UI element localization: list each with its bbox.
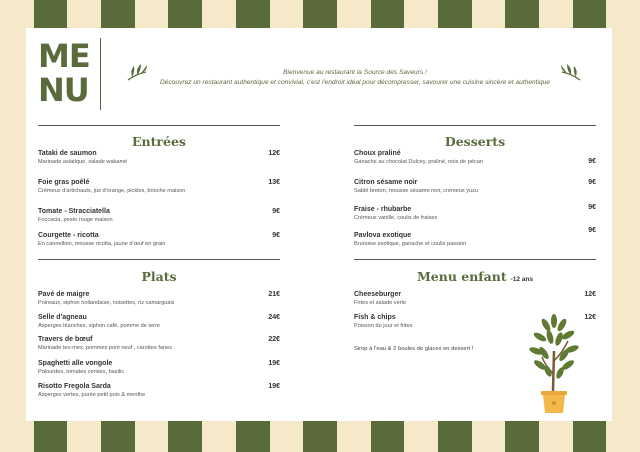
item-name: Pavlova exotique xyxy=(354,232,412,239)
item-name: Foie gras poêlé xyxy=(38,179,90,186)
item-name: Fish & chips xyxy=(354,314,396,321)
enfant-age: -12 ans xyxy=(510,276,534,283)
item-name: Cheeseburger xyxy=(354,291,402,298)
menu-item xyxy=(38,150,280,165)
item-name: Choux praliné xyxy=(354,150,401,157)
item-price: 22€ xyxy=(268,336,280,343)
item-price: 9€ xyxy=(588,227,596,234)
desserts-rule xyxy=(354,125,596,126)
item-name: Pavé de maigre xyxy=(38,291,90,298)
item-desc: Marinade tex-mex, pommes pont neuf , carottes fanes xyxy=(38,345,173,351)
item-desc: Ganache au chocolat Dulcey, praliné, noix de pécan xyxy=(354,159,483,165)
item-name: Courgette - ricotta xyxy=(38,232,99,239)
menu-item xyxy=(354,227,596,247)
item-price: 9€ xyxy=(272,208,280,215)
intro-text xyxy=(138,68,572,88)
desserts-title: Desserts xyxy=(444,134,506,149)
item-price: 12€ xyxy=(268,150,280,157)
item-name: Fraise - rhubarbe xyxy=(354,206,412,213)
item-price: 19€ xyxy=(268,360,280,367)
item-price: 24€ xyxy=(268,314,280,321)
item-price: 9€ xyxy=(588,158,596,165)
item-desc: En cannelloni, mousse ricotta, jaune d'œuf en grain xyxy=(38,241,166,247)
menu-item xyxy=(354,291,596,306)
item-price: 13€ xyxy=(268,179,280,186)
item-desc: Poisson du jour et frites xyxy=(354,323,413,329)
item-name: Selle d'agneau xyxy=(38,314,87,321)
menu-item xyxy=(38,179,280,194)
menu-item xyxy=(38,360,280,375)
menu-item xyxy=(354,179,596,194)
plats-rule xyxy=(38,259,280,260)
item-name: Risotto Fregola Sarda xyxy=(38,383,111,390)
item-price: 19€ xyxy=(268,383,280,390)
logo-line-1: ME xyxy=(38,37,90,75)
enfant-title xyxy=(354,269,596,284)
intro-line-1: Bienvenue au restaurant la Source des Saveurs ! xyxy=(283,69,427,76)
item-desc: Poireaux, siphon hollandaise, noisettes, riz camarguais xyxy=(38,300,175,306)
logo-line-2: NU xyxy=(38,71,89,109)
entrees-rule xyxy=(38,125,280,126)
item-desc: Foccacia, pesto rouge maison xyxy=(38,217,113,223)
item-name: Travers de bœuf xyxy=(38,336,93,343)
intro-line-2: Découvrez un restaurant authentique et convivial, c'est l'endroit idéal pour décompresser, savourer une cuisine sincère et authentique xyxy=(160,79,550,86)
item-price: 12€ xyxy=(584,291,596,298)
logo-divider xyxy=(100,38,101,110)
item-price: 9€ xyxy=(588,204,596,211)
item-price: 9€ xyxy=(272,232,280,239)
menu-item xyxy=(38,232,280,247)
menu-item xyxy=(38,383,280,398)
item-price: 12€ xyxy=(584,314,596,321)
menu-item xyxy=(38,314,280,329)
plats-title: Plats xyxy=(141,269,177,284)
item-name: Tomate - Stracciatella xyxy=(38,208,110,215)
item-price: 9€ xyxy=(588,179,596,186)
enfant-rule xyxy=(354,259,596,260)
item-name: Spaghetti alle vongole xyxy=(38,360,113,367)
menu-sheet xyxy=(26,28,612,421)
item-desc: Sablé breton, mousse sésame noir, crémeux yuzu xyxy=(354,188,479,194)
menu-item xyxy=(38,208,280,223)
enfant-note: Sirop à l'eau & 2 boules de glaces en dessert ! xyxy=(354,346,474,352)
menu-logo xyxy=(38,39,98,107)
menu-item xyxy=(354,206,596,221)
item-desc: Crémeux vanille, coulis de fraises xyxy=(354,215,438,221)
item-desc: Brunoise exotique, ganache et coulis passion xyxy=(354,241,467,247)
menu-item xyxy=(38,291,280,306)
item-desc: Crémeux d'artichauts, jus d'orange, pickles, brioche maison xyxy=(38,188,186,194)
item-desc: Asperges blanches, siphon café, pomme de terre xyxy=(38,323,160,329)
menu-item xyxy=(354,150,596,165)
item-desc: Frites et salade verte xyxy=(354,300,407,306)
item-price: 21€ xyxy=(268,291,280,298)
item-name: Tataki de saumon xyxy=(38,150,97,157)
enfant-title-text: Menu enfant xyxy=(416,269,507,284)
menu-item xyxy=(38,336,280,351)
item-desc: Palourdes, tomates cerises, basilic xyxy=(38,369,125,375)
item-desc: Marinade asiatique, salade wakamé xyxy=(38,159,128,165)
item-desc: Asperges vertes, purée petit pois & menthe xyxy=(38,392,146,398)
item-name: Citron sésame noir xyxy=(354,179,418,186)
potted-olive-tree-icon xyxy=(522,311,586,415)
entrees-title: Entrées xyxy=(132,134,186,149)
